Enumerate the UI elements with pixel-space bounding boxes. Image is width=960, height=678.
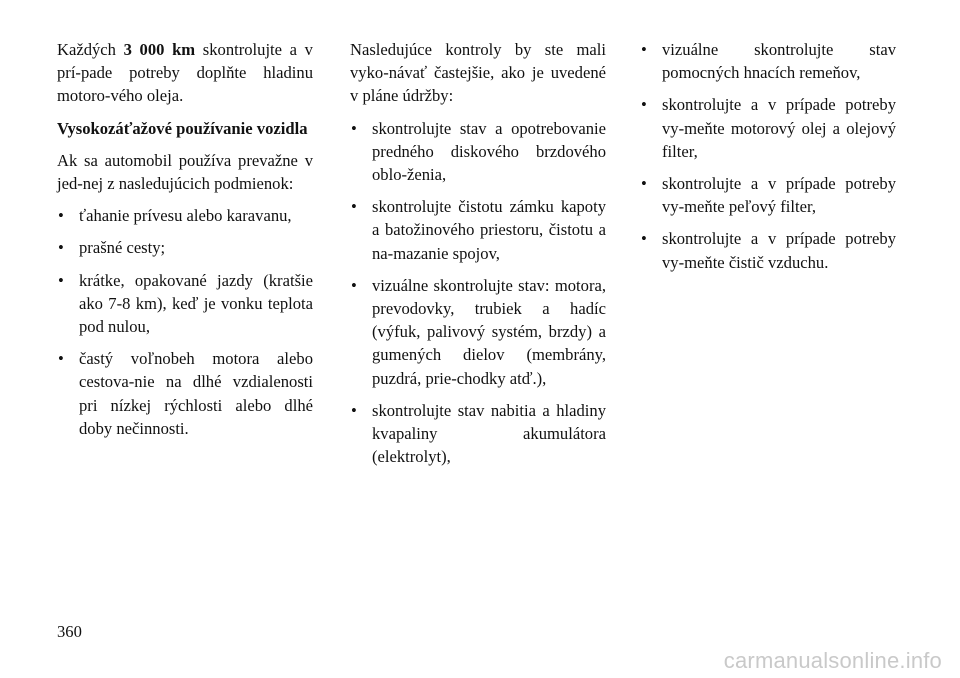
conditions-list [57, 204, 313, 440]
list-item-text: skontrolujte čistotu zámku kapoty a batožinového priestoru, čistotu a na-mazanie spojov, [372, 197, 606, 263]
list-item-text: krátke, opakované jazdy (kratšie ako 7-8 km), keď je vonku teplota pod nulou, [79, 270, 313, 337]
list-item-text: skontrolujte a v prípade potreby vy-meňte čistič vzduchu. [662, 229, 896, 272]
bullet-icon: • [351, 275, 357, 295]
list-item-text: skontrolujte a v prípade potreby vy-meňte motorový olej a olejový filter, [662, 95, 896, 161]
bullet-icon: • [641, 95, 647, 115]
intro-text-start: Každých [57, 40, 124, 59]
checks-intro: Nasledujúce kontroly by ste mali vyko-návať častejšie, ako je uvedené v pláne údržby: [350, 40, 606, 106]
list-item-text: prašné cesty; [79, 238, 166, 258]
section-heading: Vysokozáťažové používanie vozidla [57, 118, 308, 138]
list-item [57, 347, 313, 440]
conditions-intro: Ak sa automobil používa prevažne v jed-nej z nasledujúcich podmienok: [57, 150, 313, 194]
checks-list-continued [640, 38, 896, 274]
list-item [350, 399, 606, 469]
list-item [640, 227, 896, 273]
bullet-icon: • [641, 229, 647, 249]
bullet-icon: • [58, 206, 64, 226]
checks-list [350, 117, 606, 469]
list-item-text: vizuálne skontrolujte stav pomocných hnacích remeňov, [662, 40, 896, 83]
list-item [640, 172, 896, 218]
bullet-icon: • [351, 118, 357, 138]
intro-distance: 3 000 km [123, 40, 196, 59]
bullet-icon: • [641, 174, 647, 194]
list-item [57, 236, 313, 259]
list-item [350, 195, 606, 265]
bullet-icon: • [58, 238, 64, 258]
intro-text-end: skontrolujte a v prí-pade potreby doplňte hladinu motoro-vého oleja. [57, 40, 313, 106]
list-item-text: skontrolujte stav nabitia a hladiny kvapaliny akumulátora (elektrolyt), [372, 400, 606, 467]
bullet-icon: • [58, 349, 64, 369]
bullet-icon: • [351, 400, 357, 420]
bullet-icon: • [58, 270, 64, 290]
list-item [640, 38, 896, 84]
watermark: carmanualsonline.info [723, 648, 942, 673]
column-3 [640, 38, 896, 283]
list-item [640, 93, 896, 163]
bullet-icon: • [641, 40, 647, 59]
column-1 [57, 38, 313, 449]
bullet-icon: • [351, 197, 357, 217]
list-item [350, 274, 606, 390]
list-item-text: častý voľnobeh motora alebo cestova-nie na dlhé vzdialenosti pri nízkej rýchlosti alebo dlhé doby nečinnosti. [79, 349, 313, 438]
list-item [350, 117, 606, 187]
list-item-text: skontrolujte a v prípade potreby vy-meňte peľový filter, [662, 174, 896, 217]
intro-paragraph [57, 38, 313, 108]
list-item [57, 204, 313, 227]
list-item-text: skontrolujte stav a opotrebovanie predného diskového brzdového oblo-ženia, [372, 118, 606, 185]
list-item [57, 269, 313, 339]
list-item-text: vizuálne skontrolujte stav: motora, prevodovky, trubiek a hadíc (výfuk, palivový systém, brzdy) a gumených dielov (membrány, puzdrá, prie-chodky atď.), [372, 275, 606, 388]
column-2 [350, 38, 606, 477]
list-item-text: ťahanie prívesu alebo karavanu, [79, 206, 292, 226]
page-number: 360 [57, 622, 82, 641]
